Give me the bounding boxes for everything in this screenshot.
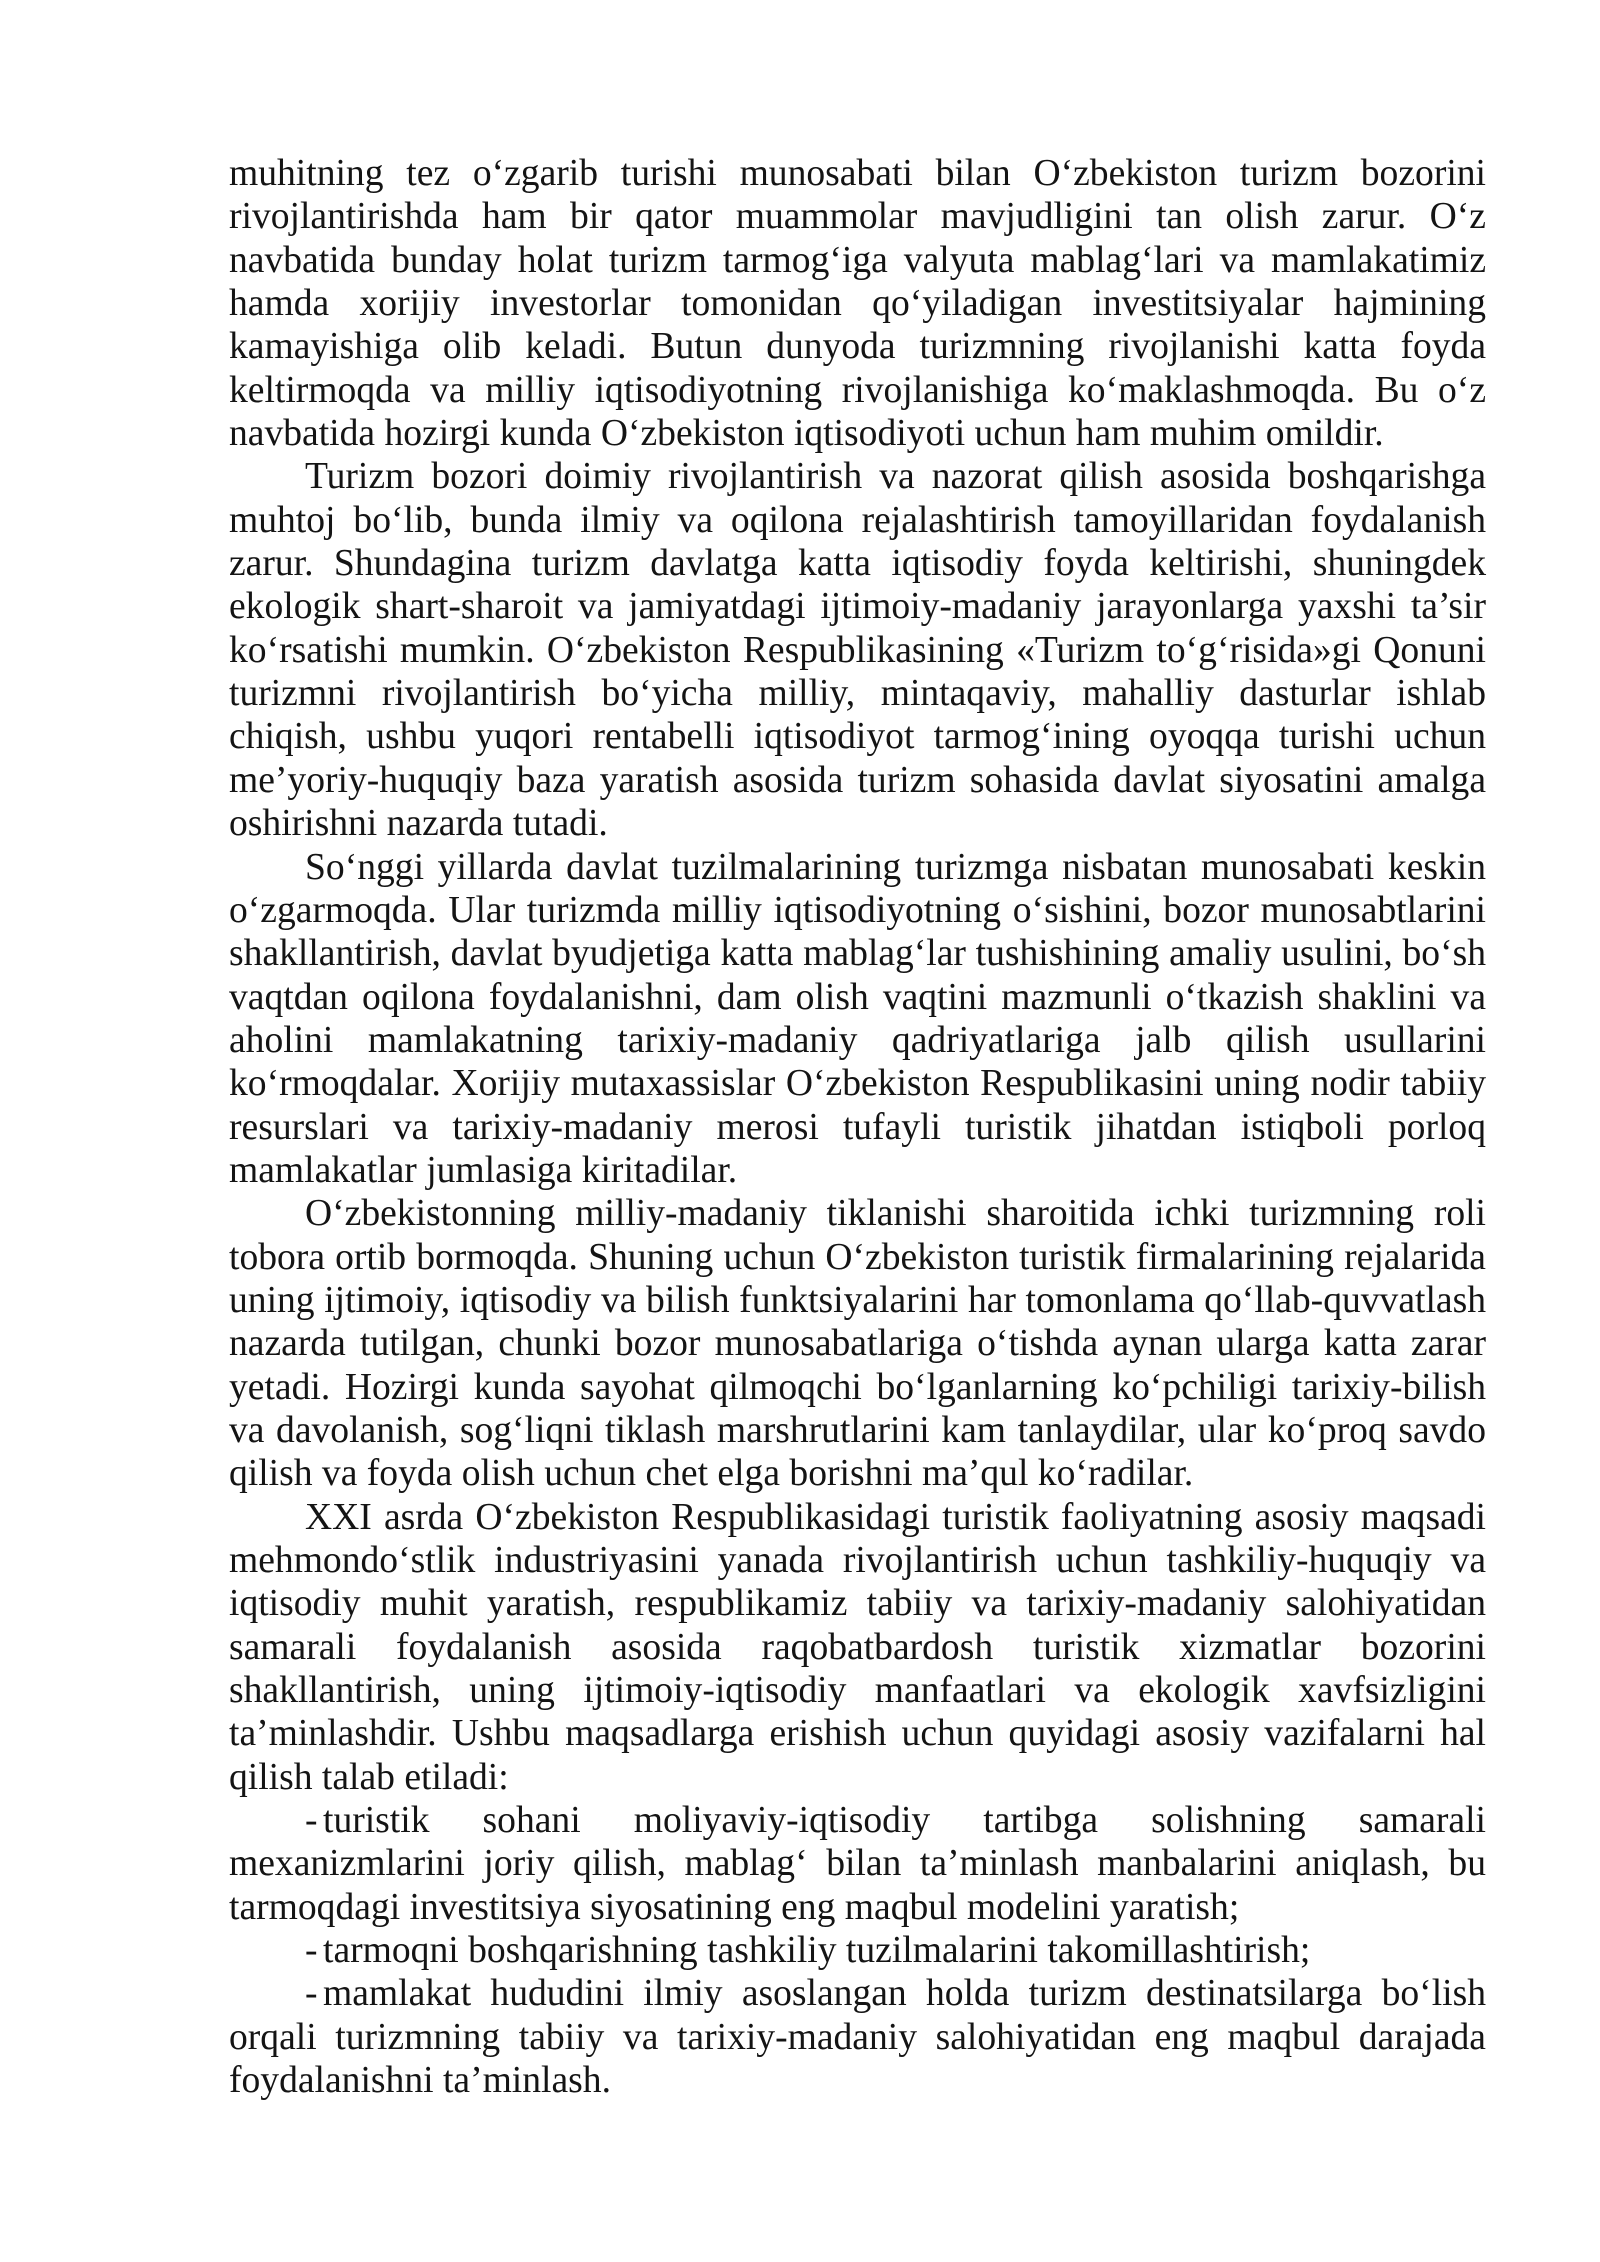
paragraph: O‘zbekistonning milliy-madaniy tiklanishi sharoitida ichki turizmning roli tobora ortib bormoqda. Shuning uchun O‘zbekiston turistik firmalarining rejalarida uning ijtimoiy, iqtisodiy va bilish funktsiyalarini har tomonlama qo‘llab-quvvatlash nazarda tutilgan, chunki bozor munosabatlariga o‘tishda aynan ularga katta zarar yetadi. Hozirgi kunda sayohat qilmoqchi bo‘lganlarning ko‘pchiligi tarixiy-bilish va davolanish, sog‘liqni tiklash marshrutlarini kam tanlaydilar, ular ko‘proq savdo qilish va foyda olish uchun chet elga borishni ma’qul ko‘radilar. bbox=[229, 1193, 1486, 1495]
list-marker: - bbox=[305, 1800, 318, 1842]
list-marker: - bbox=[305, 1973, 318, 2015]
paragraph: Turizm bozori doimiy rivojlantirish va nazorat qilish asosida boshqarishga muhtoj bo‘lib, bunda ilmiy va oqilona rejalashtirish tamoyillaridan foydalanish zarur. Shundagina turizm davlatga katta iqtisodiy foyda keltirishi, shuningdek ekologik shart-sharoit va jamiyatdagi ijtimoiy-madaniy jarayonlarga yaxshi ta’sir ko‘rsatishi mumkin. O‘zbekiston Respublikasining «Turizm to‘g‘risida»gi Qonuni turizmni rivojlantirish bo‘yicha milliy, mintaqaviy, mahalliy dasturlar ishlab chiqish, ushbu yuqori rentabelli iqtisodiyot tarmog‘ining oyoqqa turishi uchun me’yoriy-huquqiy baza yaratish asosida turizm sohasida davlat siyosatini amalga oshirishni nazarda tutadi. bbox=[229, 456, 1486, 845]
list-item-text: mamlakat hududini ilmiy asoslangan holda turizm destinatsilarga bo‘lish orqali turizmning tabiiy va tarixiy-madaniy salohiyatidan eng maqbul darajada foydalanishni ta’minlash. bbox=[229, 1973, 1486, 2102]
list-item-text: turistik sohani moliyaviy-iqtisodiy tartibga solishning samarali mexanizmlarini joriy qilish, mablag‘ bilan ta’minlash manbalarini aniqlash, bu tarmoqdagi investitsiya siyosatining eng maqbul modelini yaratish; bbox=[229, 1800, 1486, 1928]
body-text bbox=[229, 152, 1486, 2102]
paragraph: XXI asrda O‘zbekiston Respublikasidagi turistik faoliyatning asosiy maqsadi mehmondo‘stlik industriyasini yanada rivojlantirish uchun tashkiliy-huquqiy va iqtisodiy muhit yaratish, respublikamiz tabiiy va tarixiy-madaniy salohiyatidan samarali foydalanish asosida raqobatbardosh turistik xizmatlar bozorini shakllantirish, uning ijtimoiy-iqtisodiy manfaatlari va ekologik xavfsizligini ta’minlashdir. Ushbu maqsadlarga erishish uchun quyidagi asosiy vazifalarni hal qilish talab etiladi: bbox=[229, 1496, 1486, 1798]
list-item bbox=[229, 1929, 1486, 1972]
list-marker: - bbox=[305, 1930, 318, 1972]
list-item bbox=[229, 1799, 1486, 1929]
list-item-text: tarmoqni boshqarishning tashkiliy tuzilmalarini takomillashtirish; bbox=[323, 1930, 1311, 1972]
list-item bbox=[229, 1972, 1486, 2102]
paragraph-continuation: muhitning tez o‘zgarib turishi munosabati bilan O‘zbekiston turizm bozorini rivojlantirishda ham bir qator muammolar mavjudligini tan olish zarur. O‘z navbatida bunday holat turizm tarmog‘iga valyuta mablag‘lari va mamlakatimiz hamda xorijiy investorlar tomonidan qo‘yiladigan investitsiyalar hajmining kamayishiga olib keladi. Butun dunyoda turizmning rivojlanishi katta foyda keltirmoqda va milliy iqtisodiyotning rivojlanishiga ko‘maklashmoqda. Bu o‘z navbatida hozirgi kunda O‘zbekiston iqtisodiyoti uchun ham muhim omildir. bbox=[229, 153, 1486, 455]
paragraph: So‘nggi yillarda davlat tuzilmalarining turizmga nisbatan munosabati keskin o‘zgarmoqda. Ular turizmda milliy iqtisodiyotning o‘sishini, bozor munosabtlarini shakllantirish, davlat byudjetiga katta mablag‘lar tushishining amaliy usulini, bo‘sh vaqtdan oqilona foydalanishni, dam olish vaqtini mazmunli o‘tkazish shaklini va aholini mamlakatning tarixiy-madaniy qadriyatlariga jalb qilish usullarini ko‘rmoqdalar. Xorijiy mutaxassislar O‘zbekiston Respublikasini uning nodir tabiiy resurslari va tarixiy-madaniy merosi tufayli turistik jihatdan istiqboli porloq mamlakatlar jumlasiga kiritadilar. bbox=[229, 846, 1486, 1191]
